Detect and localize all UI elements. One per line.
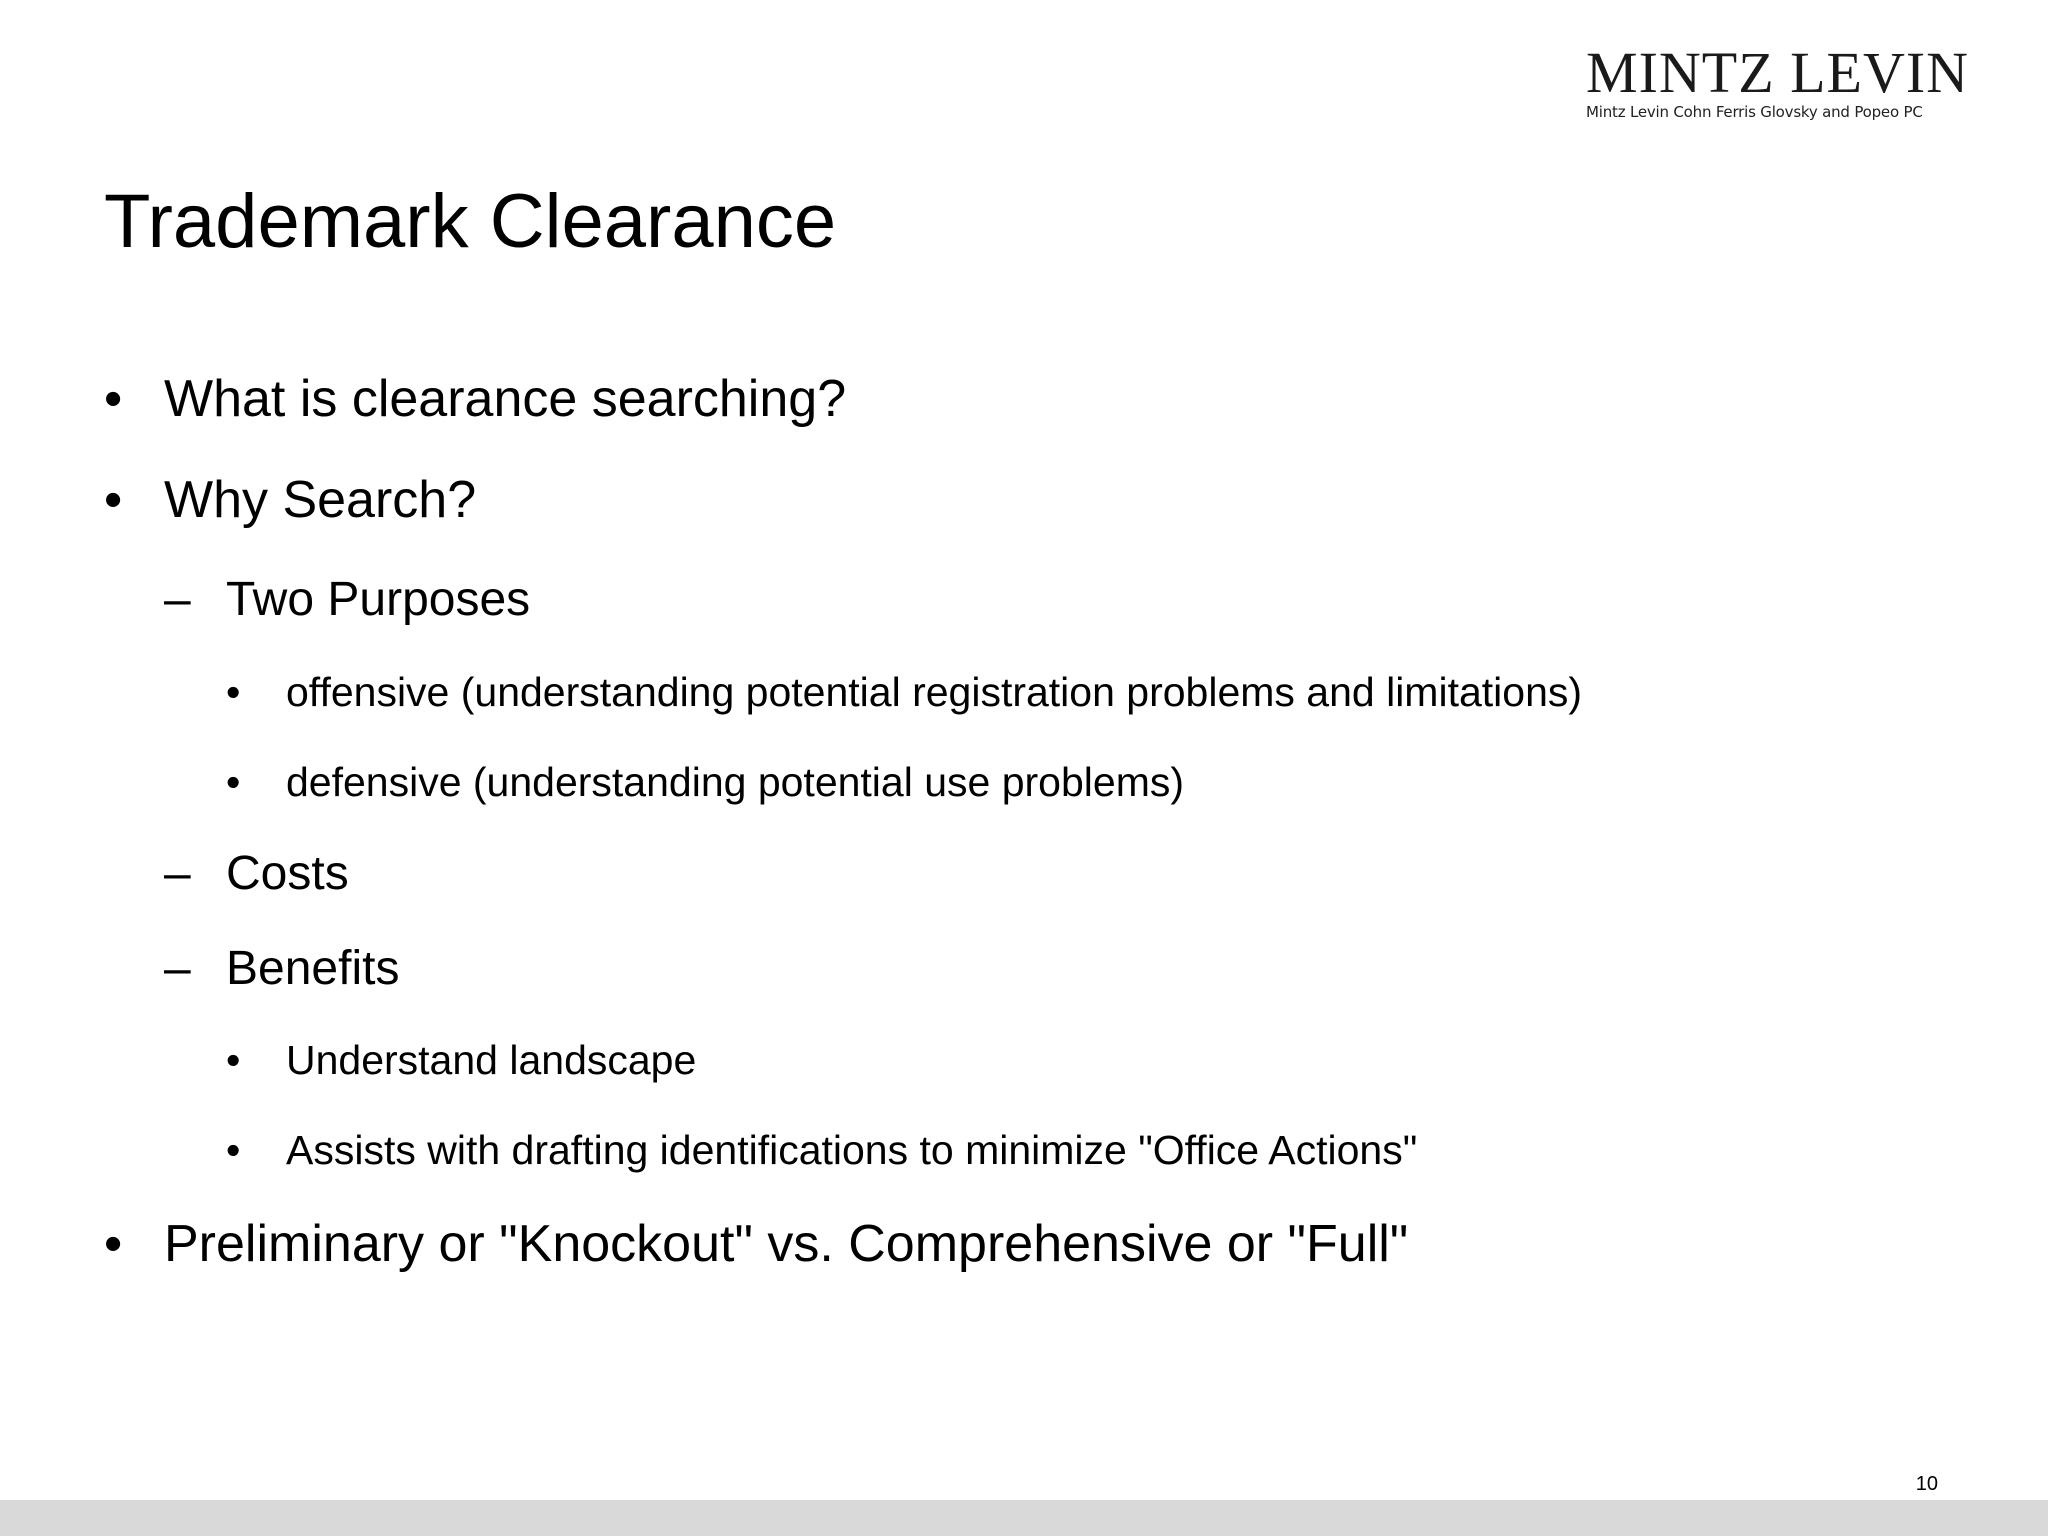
sub-sub-bullet-text: defensive (understanding potential use problems) [286, 759, 1184, 805]
sub-bullet-text: Two Purposes [226, 573, 531, 626]
sub-bullet-text: Costs [226, 847, 349, 900]
bullet-dot-icon: • [226, 759, 241, 805]
logo-subtitle: Mintz Levin Cohn Ferris Glovsky and Popeo PC [1586, 103, 1923, 121]
sub-sub-bullet-text: offensive (understanding potential registration problems and limitations) [286, 669, 1583, 715]
bullet-dot-icon: • [226, 669, 241, 715]
dash-icon: – [164, 573, 191, 626]
logo-wordmark: MINTZ LEVIN [1586, 40, 1970, 105]
sub-sub-bullet-text: Assists with drafting identifications to minimize "Office Actions" [286, 1127, 1418, 1173]
bullet-dot-icon: • [104, 1215, 123, 1273]
footer-bar [0, 1500, 2048, 1536]
bullet-dot-icon: • [226, 1127, 241, 1173]
mintz-levin-logo [1586, 40, 1970, 121]
bullet-text: What is clearance searching? [164, 370, 847, 428]
sub-sub-bullet-text: Understand landscape [286, 1037, 697, 1083]
page-number: 10 [1915, 1473, 1938, 1495]
bullet-dot-icon: • [226, 1037, 241, 1083]
dash-icon: – [164, 942, 191, 995]
bullet-dot-icon: • [104, 370, 123, 428]
bullet-dot-icon: • [104, 471, 123, 529]
bullet-text: Preliminary or "Knockout" vs. Comprehensive or "Full" [164, 1215, 1409, 1273]
sub-bullet-text: Benefits [226, 942, 400, 995]
bullet-text: Why Search? [164, 471, 477, 529]
slide-title: Trademark Clearance [104, 179, 837, 264]
dash-icon: – [164, 847, 191, 900]
